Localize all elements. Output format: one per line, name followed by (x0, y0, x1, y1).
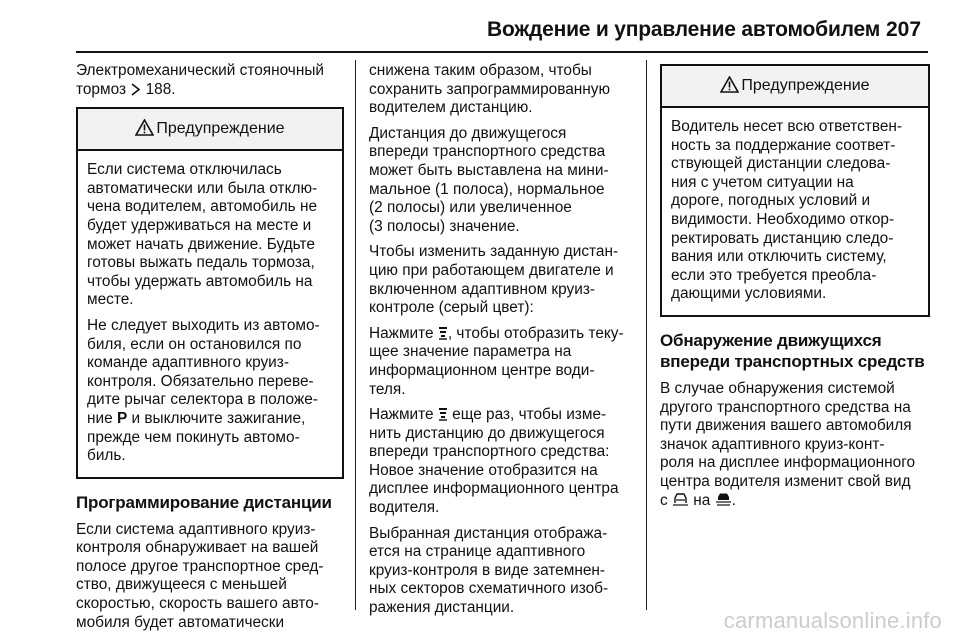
cruise-control-vehicle-icon (715, 492, 732, 507)
warning-box-1 (76, 107, 344, 479)
warning-body (662, 108, 928, 315)
warning-header: Предупреждение (78, 109, 342, 151)
page-reference-icon (130, 83, 141, 96)
press-button-paragraph: Нажмите , чтобы отобразить теку- щее значение параметра на информационном центре води- теля. (369, 324, 624, 398)
warning-paragraph-1: Если система отключилась автоматически или была отклю- чена водителем, автомобиль не будет удерживаться на месте и может начать движение. Будьте готовы выжать педаль тормоза, чтобы удержать автомобиль на месте. (87, 161, 318, 309)
intro-paragraph: Электромеханический стояночный тормоз 188. (76, 62, 324, 98)
watermark: carmanualsonline.info (723, 608, 942, 633)
warning-header: Предупреждение (662, 66, 928, 108)
cruise-control-outline-icon (672, 492, 689, 507)
warning-triangle-icon (720, 76, 739, 93)
change-distance-paragraph: Чтобы изменить заданную дистан- цию при работающем двигателе и включенном адаптивном круиз- контроле (серый цвет): (369, 243, 619, 317)
warning-triangle-icon (135, 119, 154, 136)
warning-body (78, 151, 342, 477)
gear-position-p: P (116, 409, 128, 427)
column-1 (76, 62, 344, 639)
header-rule (76, 51, 928, 53)
press-again-paragraph: Нажмите еще раз, чтобы изме- нить дистанцию до движущегося впереди транспортного средства: Новое значение отобразится на дисплее информационного центра водителя. (369, 406, 619, 517)
column-divider-2 (646, 60, 647, 610)
distance-levels-paragraph: Дистанция до движущегося впереди транспортного средства может быть выставлена на мини- мальное (1 полоса), нормальное (2 полосы) или увеличенное (3 полосы) значение. (369, 124, 609, 235)
detection-paragraph: В случае обнаружения системой другого транспортного средства на пути движения вашего автомобиля значок адаптивного круиз-конт- роля на дисплее информационного центра водителя изменит свой вид с на . (660, 379, 916, 509)
selected-distance-paragraph: Выбранная дистанция отобража- ется на странице адаптивного круиз-контроля в виде затемнен- ных секторов схематичного изоб- ражения дистанции. (369, 524, 609, 617)
page-number: 207 (886, 18, 922, 41)
column-divider-1 (355, 60, 356, 610)
page-header (0, 0, 960, 52)
column-3 (660, 62, 930, 517)
distance-button-icon (438, 326, 448, 340)
paragraph-continued: снижена таким образом, чтобы сохранить запрограммированную водителем дистанцию. (369, 62, 610, 117)
warning-box-2 (660, 64, 930, 317)
distance-paragraph: Если система адаптивного круиз- контроля обнаруживает на вашей полосе другое транспортное сред- ство, движущееся с меньшей скоростью, скорость вашего авто- мобиля будет автоматически (76, 520, 324, 631)
column-2 (369, 62, 633, 625)
distance-button-icon (438, 407, 448, 421)
section-heading-detection: Обнаружение движущихся впереди транспортных средств (660, 330, 925, 371)
section-heading-distance: Программирование дистанции (76, 492, 332, 512)
warning-paragraph-2: Не следует выходить из автомо- биля, если он остановился по команде адаптивного круиз- контроля. Обязательно переве- дите рычаг селектора в положе- ние P и выключите зажигание, прежде чем покинуть автомо- биль. (87, 316, 320, 465)
page-title: Вождение и управление автомобилем (487, 18, 881, 41)
warning-paragraph: Водитель несет всю ответствен- ность за поддержание соответ- ствующей дистанции следова- ния с учетом ситуации на дороге, погодных условий и видимости. Необходимо откор- ректировать дистанцию следо- вания или отключить систему, если это требуется преобла- дающими условиями. (671, 118, 903, 303)
